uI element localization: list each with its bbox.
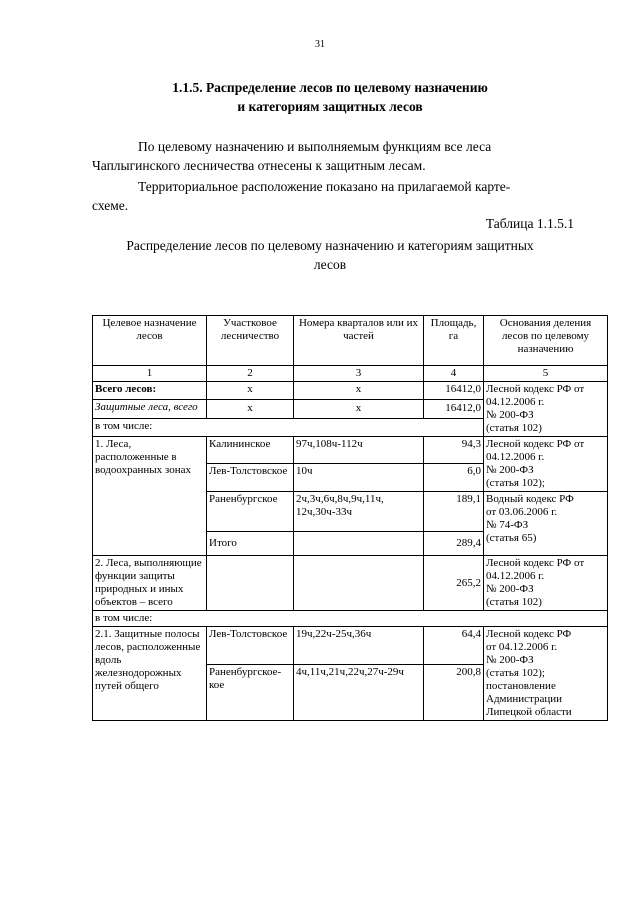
basis-line: Лесной кодекс РФ от [486,438,585,450]
group21-area-2: 200,8 [424,665,484,721]
table-row [93,437,608,464]
basis-line: Администрации [486,693,563,705]
basis-line: № 200-ФЗ [486,654,534,666]
group1-forestry-1: Калининское [207,437,294,464]
basis-line: от 03.06.2006 г. [486,506,558,518]
basis-line: Лесной кодекс РФ от [486,557,585,569]
paragraph-2 [92,177,572,215]
paragraph-1-line-2: Чаплыгинского лесничества отнесены к защитным лесам. [92,158,426,173]
group2-quarters [294,556,424,611]
table-row-total [93,382,608,400]
paragraph-2-line-2: схеме. [92,198,129,213]
basis-line: Липецкой области [486,706,572,718]
table-caption-line-1: Распределение лесов по целевому назначению и категориям защитных [126,238,534,253]
group21-label: 2.1. Защитные полосы лесов, расположенные вдоль железнодорожных путей общего [93,627,207,721]
paragraph-1-line-1: По целевому назначению и выполняемым функциям все леса [138,139,492,154]
section-heading [60,78,600,116]
group1-subtotal-area: 289,4 [424,532,484,556]
group1-subtotal-quarters [294,532,424,556]
group1-subtotal-label: Итого [207,532,294,556]
total-label: Всего лесов: [93,382,207,400]
heading-line-2: и категориям защитных лесов [237,99,423,114]
basis-line: (статья 102) [486,422,542,434]
group1-basis-b [484,492,608,556]
basis-line: Лесной кодекс РФ от [486,383,585,395]
total-area: 16412,0 [424,382,484,400]
paragraph-1 [92,137,572,175]
header-purpose: Целевое назначение лесов [93,316,207,366]
group1-area-3: 189,1 [424,492,484,532]
including-label-1: в том числе: [93,418,484,436]
header-forestry: Участковое лесничество [207,316,294,366]
basis-line: Лесной кодекс РФ [486,628,572,640]
col-number-2: 2 [207,366,294,382]
group2-area: 265,2 [424,556,484,611]
protective-quarters: х [294,400,424,418]
group1-quarters-3: 2ч,3ч,6ч,8ч,9ч,11ч, 12ч,30ч-33ч [294,492,424,532]
basis-line: (статья 102); [486,477,545,489]
protective-forestry: х [207,400,294,418]
basis-line: (статья 102) [486,596,542,608]
column-number-row [93,366,608,382]
basis-line: 04.12.2006 г. [486,396,545,408]
heading-line-1: 1.1.5. Распределение лесов по целевому назначению [172,80,488,95]
col-number-5: 5 [484,366,608,382]
table-caption-line-2: лесов [313,257,347,272]
header-quarters: Номера кварталов или их частей [294,316,424,366]
group21-area-1: 64,4 [424,627,484,665]
group1-area-2: 6,0 [424,464,484,492]
header-area: Площадь, га [424,316,484,366]
basis-line: постановление [486,680,556,692]
group21-quarters-2: 4ч,11ч,21ч,22ч,27ч-29ч [294,665,424,721]
including-label-2: в том числе: [93,611,608,627]
group2-basis [484,556,608,611]
group1-label: 1. Леса, расположенные в водоохранных зонах [93,437,207,556]
group1-basis-a [484,437,608,492]
table-header-row [93,316,608,366]
basis-line: от 04.12.2006 г. [486,641,558,653]
total-quarters: х [294,382,424,400]
basis-line: 04.12.2006 г. [486,451,545,463]
col-number-4: 4 [424,366,484,382]
group1-forestry-3: Раненбургское [207,492,294,532]
group21-basis [484,627,608,721]
group21-quarters-1: 19ч,22ч-25ч,36ч [294,627,424,665]
forest-distribution-table [92,315,608,721]
basis-general [484,382,608,437]
basis-line: (статья 65) [486,532,537,544]
table-row [93,627,608,665]
basis-line: 04.12.2006 г. [486,570,545,582]
header-basis: Основания деления лесов по целевому назначению [484,316,608,366]
group1-area-1: 94,3 [424,437,484,464]
group1-forestry-2: Лев-Толстовское [207,464,294,492]
protective-label: Защитные леса, всего [93,400,207,418]
col-number-1: 1 [93,366,207,382]
table-number: Таблица 1.1.5.1 [485,216,574,231]
group1-quarters-2: 10ч [294,464,424,492]
page-number: 31 [315,39,325,50]
group2-forestry [207,556,294,611]
basis-line: № 200-ФЗ [486,409,534,421]
group1-quarters-1: 97ч,108ч-112ч [294,437,424,464]
basis-line: № 200-ФЗ [486,464,534,476]
table-caption [80,236,580,274]
protective-area: 16412,0 [424,400,484,418]
basis-line: (статья 102); [486,667,545,679]
basis-line: № 200-ФЗ [486,583,534,595]
table-row [93,556,608,611]
basis-line: Водный кодекс РФ [486,493,574,505]
total-forestry: х [207,382,294,400]
table-row-including-2 [93,611,608,627]
group2-label: 2. Леса, выполняющие функции защиты природных и иных объектов – всего [93,556,207,611]
basis-line: № 74-ФЗ [486,519,529,531]
col-number-3: 3 [294,366,424,382]
group21-forestry-1: Лев-Толстовское [207,627,294,665]
paragraph-2-line-1: Территориальное расположение показано на прилагаемой карте- [138,179,511,194]
group21-forestry-2: Раненбургское-кое [207,665,294,721]
